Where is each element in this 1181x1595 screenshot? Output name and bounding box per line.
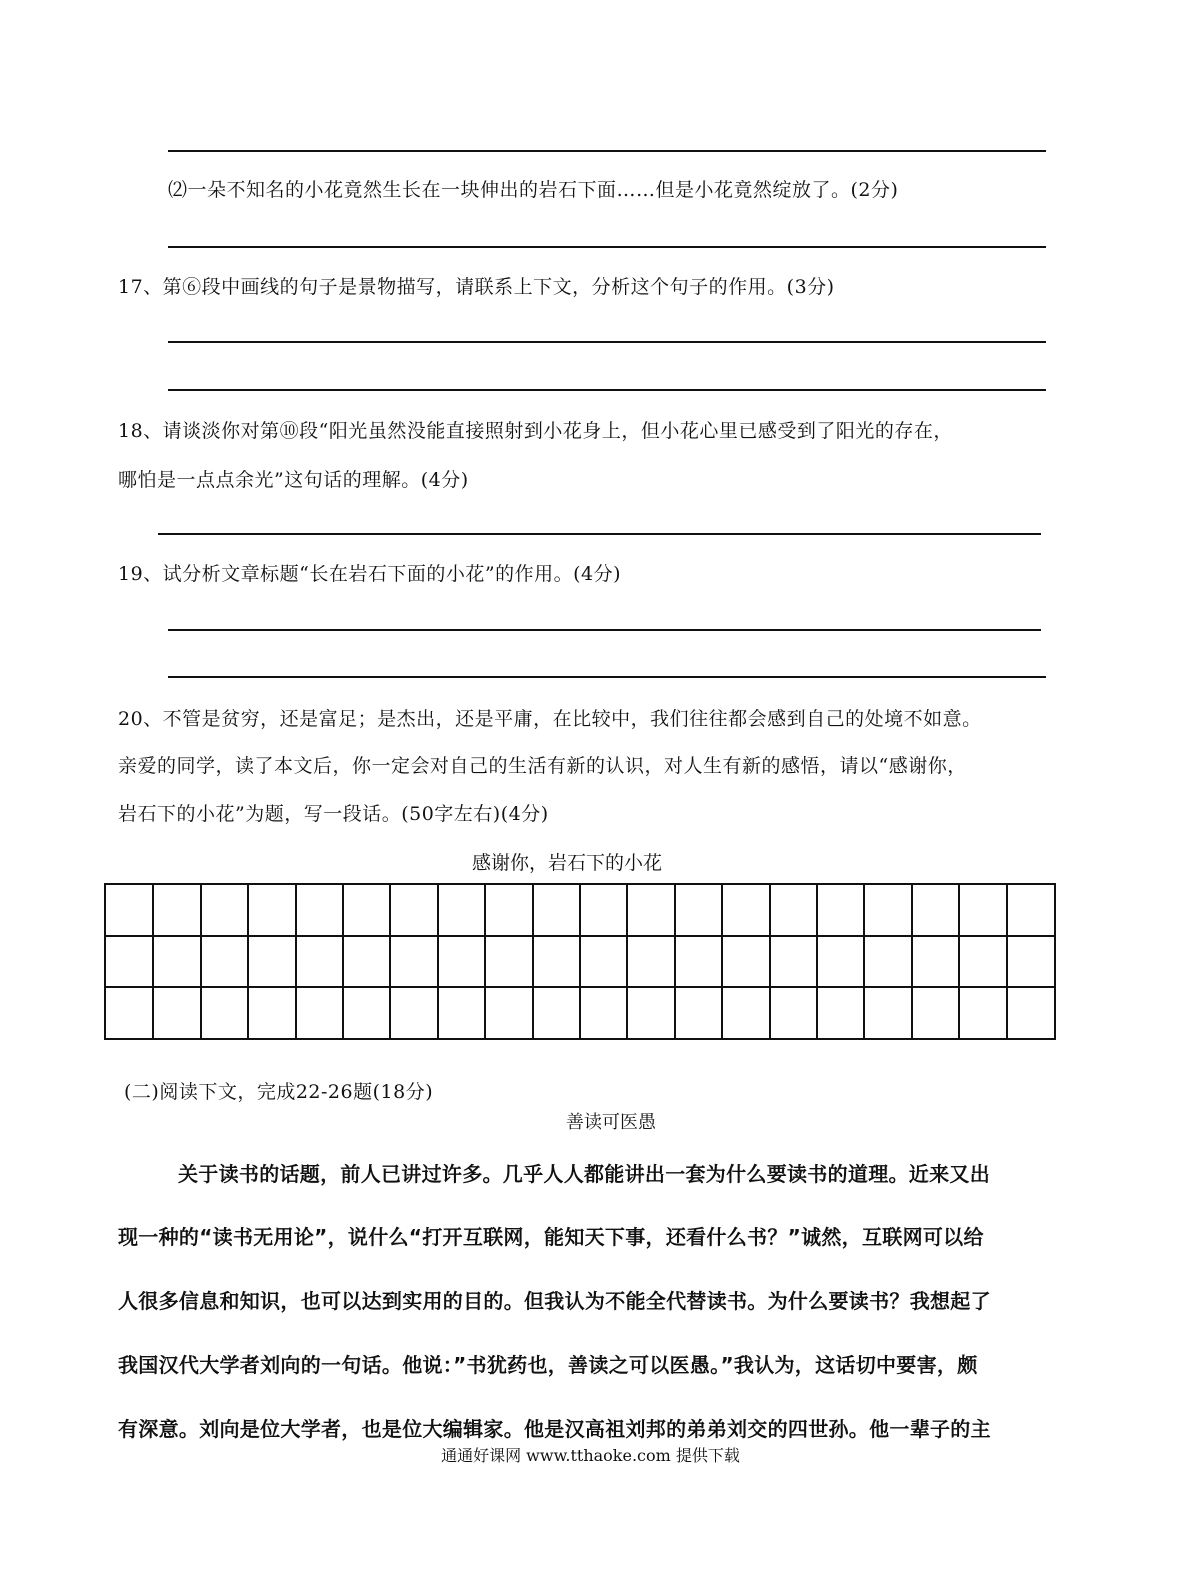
answer-line[interactable]: [168, 676, 1046, 678]
grid-column-line: [437, 885, 439, 1038]
question-18-line-1: 18、请谈淡你对第⑩段“阳光虽然没能直接照射到小花身上，但小花心里已感受到了阳光的存在，: [118, 420, 953, 442]
grid-row-line: [106, 986, 1054, 988]
grid-column-line: [911, 885, 913, 1038]
grid-column-line: [816, 885, 818, 1038]
question-20-line-2: 亲爱的同学，读了本文后，你一定会对自己的生活有新的认识，对人生有新的感悟，请以“感谢你，: [118, 755, 967, 777]
footer-source: 通通好课网 www.tthaoke.com 提供下载: [441, 1446, 740, 1465]
answer-line[interactable]: [168, 246, 1046, 248]
grid-column-line: [769, 885, 771, 1038]
question-19: 19、试分析文章标题“长在岩石下面的小花”的作用。(4分): [118, 563, 622, 585]
answer-line[interactable]: [168, 150, 1046, 152]
answer-line[interactable]: [168, 389, 1046, 391]
grid-column-line: [863, 885, 865, 1038]
grid-row-line: [106, 935, 1054, 937]
question-17: 17、第⑥段中画线的句子是景物描写，请联系上下文，分析这个句子的作用。(3分): [118, 276, 835, 298]
grid-column-line: [1006, 885, 1008, 1038]
grid-column-line: [579, 885, 581, 1038]
essay-paragraph-line: 关于读书的话题，前人已讲过许多。几乎人人都能讲出一套为什么要读书的道理。近来又出: [178, 1162, 990, 1186]
grid-column-line: [295, 885, 297, 1038]
answer-line[interactable]: [168, 629, 1041, 631]
grid-column-line: [342, 885, 344, 1038]
writing-title: 感谢你，岩石下的小花: [471, 852, 662, 874]
grid-column-line: [626, 885, 628, 1038]
question-16-item-2: ⑵一朵不知名的小花竟然生长在一块伸出的岩石下面……但是小花竟然绽放了。(2分): [168, 179, 899, 201]
question-20-line-1: 20、不管是贫穷，还是富足；是杰出，还是平庸，在比较中，我们往往都会感到自己的处境不如意。: [118, 708, 982, 730]
essay-paragraph-line: 我国汉代大学者刘向的一句话。他说：”书犹药也，善读之可以医愚。”我认为，这话切中要害，颇: [118, 1353, 978, 1377]
grid-column-line: [674, 885, 676, 1038]
grid-column-line: [200, 885, 202, 1038]
grid-column-line: [532, 885, 534, 1038]
answer-line[interactable]: [168, 341, 1046, 343]
essay-paragraph-line: 人很多信息和知识，也可以达到实用的目的。但我认为不能全代替读书。为什么要读书？我想起了: [118, 1289, 991, 1313]
question-20-line-3: 岩石下的小花”为题，写一段话。(50字左右)(4分): [118, 803, 549, 825]
grid-column-line: [247, 885, 249, 1038]
writing-grid[interactable]: [104, 883, 1056, 1040]
grid-column-line: [958, 885, 960, 1038]
essay-paragraph-line: 有深意。刘向是位大学者，也是位大编辑家。他是汉高祖刘邦的弟弟刘交的四世孙。他一辈子的主: [118, 1417, 991, 1441]
essay-paragraph-line: 现一种的“读书无用论”，说什么“打开互联网，能知天下事，还看什么书？”诚然，互联网可以给: [118, 1225, 984, 1249]
grid-column-line: [389, 885, 391, 1038]
grid-column-line: [152, 885, 154, 1038]
question-18-line-2: 哪怕是一点点余光”这句话的理解。(4分): [118, 469, 469, 491]
grid-column-line: [721, 885, 723, 1038]
essay-title: 善读可医愚: [566, 1112, 656, 1133]
answer-line[interactable]: [158, 533, 1041, 535]
grid-column-line: [484, 885, 486, 1038]
section-2-intro: (二)阅读下文，完成22-26题(18分): [124, 1081, 434, 1103]
